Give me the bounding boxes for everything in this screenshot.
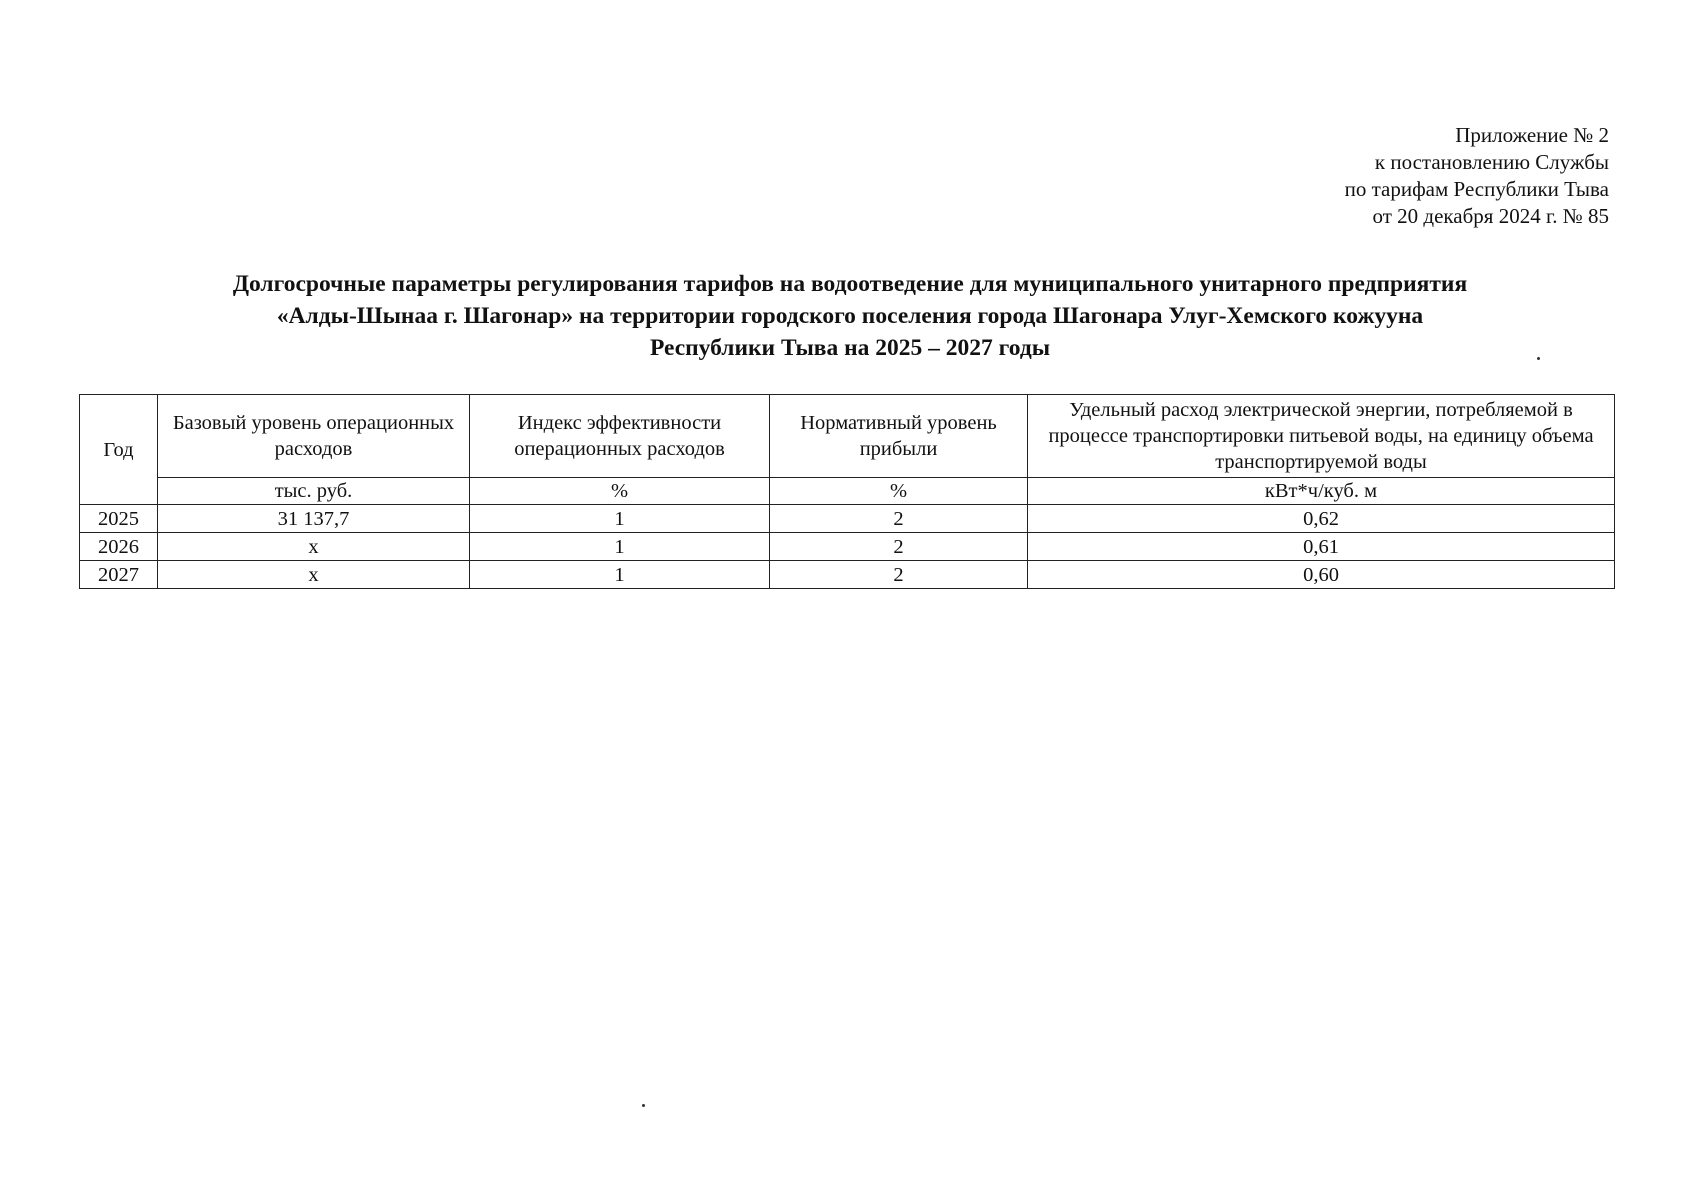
table-row bbox=[80, 533, 1615, 561]
table-header-row bbox=[80, 395, 1615, 478]
header-base-level: Базовый уровень операционных расходов bbox=[158, 395, 470, 478]
header-year: Год bbox=[80, 395, 158, 505]
cell-specific-consumption: 0,60 bbox=[1028, 561, 1615, 589]
unit-efficiency-index: % bbox=[470, 478, 770, 505]
table-row bbox=[80, 561, 1615, 589]
cell-base-level: х bbox=[158, 561, 470, 589]
cell-efficiency-index: 1 bbox=[470, 561, 770, 589]
document-title bbox=[70, 268, 1630, 364]
unit-base-level: тыс. руб. bbox=[158, 478, 470, 505]
scan-speck bbox=[1537, 357, 1540, 360]
cell-efficiency-index: 1 bbox=[470, 533, 770, 561]
header-specific-consumption: Удельный расход электрической энергии, потребляемой в процессе транспортировки питьевой воды, на единицу объема транспортируемой воды bbox=[1028, 395, 1615, 478]
title-line-2: «Алды-Шынаа г. Шагонар» на территории городского поселения города Шагонара Улуг-Хемского кожууна bbox=[276, 303, 1424, 329]
title-line-3: Республики Тыва на 2025 – 2027 годы bbox=[649, 335, 1051, 361]
cell-normative-profit: 2 bbox=[770, 533, 1028, 561]
cell-base-level: 31 137,7 bbox=[158, 505, 470, 533]
cell-base-level: х bbox=[158, 533, 470, 561]
unit-normative-profit: % bbox=[770, 478, 1028, 505]
parameters-table bbox=[79, 394, 1615, 589]
cell-year: 2026 bbox=[80, 533, 158, 561]
appendix-authority: по тарифам Республики Тыва bbox=[1344, 177, 1609, 201]
cell-specific-consumption: 0,61 bbox=[1028, 533, 1615, 561]
appendix-number: Приложение № 2 bbox=[1455, 123, 1609, 147]
cell-year: 2025 bbox=[80, 505, 158, 533]
appendix-date: от 20 декабря 2024 г. № 85 bbox=[1372, 204, 1609, 228]
appendix-block bbox=[1345, 122, 1609, 230]
cell-specific-consumption: 0,62 bbox=[1028, 505, 1615, 533]
cell-normative-profit: 2 bbox=[770, 505, 1028, 533]
scan-speck bbox=[642, 1104, 645, 1107]
cell-normative-profit: 2 bbox=[770, 561, 1028, 589]
title-line-1: Долгосрочные параметры регулирования тарифов на водоотведение для муниципального унитарного предприятия bbox=[232, 271, 1468, 297]
table-row bbox=[80, 505, 1615, 533]
header-normative-profit: Нормативный уровень прибыли bbox=[770, 395, 1028, 478]
table-units-row bbox=[80, 478, 1615, 505]
header-efficiency-index: Индекс эффективности операционных расходов bbox=[470, 395, 770, 478]
appendix-resolution: к постановлению Службы bbox=[1374, 150, 1609, 174]
cell-year: 2027 bbox=[80, 561, 158, 589]
cell-efficiency-index: 1 bbox=[470, 505, 770, 533]
unit-specific-consumption: кВт*ч/куб. м bbox=[1028, 478, 1615, 505]
